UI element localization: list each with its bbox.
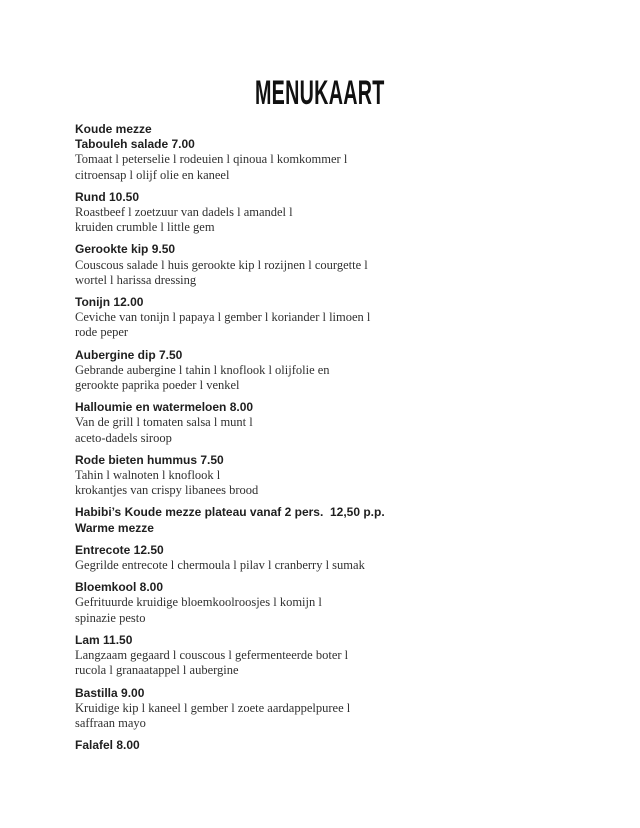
menu-item-description-line: rucola l granaatappel l aubergine xyxy=(75,663,239,678)
menu-item xyxy=(75,453,600,499)
menu-item xyxy=(75,686,600,732)
menu-item-description-line: Tomaat l peterselie l rodeuien l qinoua l komkommer l xyxy=(75,152,348,167)
menu-item xyxy=(75,348,600,394)
menu-item xyxy=(75,738,600,753)
menu-item xyxy=(75,505,600,535)
menu-item-heading: Koude mezze xyxy=(75,122,152,136)
menu-item-heading: Entrecote 12.50 xyxy=(75,542,164,557)
menu-item-description-line: saffraan mayo xyxy=(75,715,146,730)
menu-item-description-line: Van de grill l tomaten salsa l munt l xyxy=(75,415,253,430)
menu-item-heading: Gerookte kip 9.50 xyxy=(75,242,176,257)
menu-item-heading: Lam 11.50 xyxy=(75,632,133,647)
menu-item-description-line: Gegrilde entrecote l chermoula l pilav l cranberry l sumak xyxy=(75,558,365,573)
menu-item-description-line: gerookte paprika poeder l venkel xyxy=(75,378,240,393)
menu-item-heading: Rund 10.50 xyxy=(75,189,140,204)
menu-item xyxy=(75,633,600,679)
menu-item-description-line: rode peper xyxy=(75,325,129,340)
menu-item-description-line: spinazie pesto xyxy=(75,610,146,625)
menu-item-heading: Tonijn 12.00 xyxy=(75,295,144,310)
menu-item-heading: Rode bieten hummus 7.50 xyxy=(75,452,224,467)
menu-item-heading: Warme mezze xyxy=(75,520,154,535)
menu-item-description-line: Gefrituurde kruidige bloemkoolroosjes l komijn l xyxy=(75,595,322,610)
menu-item xyxy=(75,122,600,183)
menu-item xyxy=(75,242,600,288)
menu-item-description-line: Roastbeef l zoetzuur van dadels l amandel l xyxy=(75,205,293,220)
menu-item xyxy=(75,190,600,236)
menu-item-heading: Habibi’s Koude mezze plateau vanaf 2 pers. 12,50 p.p. xyxy=(75,505,385,520)
menu-items xyxy=(0,122,640,753)
menu-item xyxy=(75,295,600,341)
title-wrap xyxy=(0,76,640,110)
menu-item-heading: Falafel 8.00 xyxy=(75,738,140,753)
menu-item-description-line: Kruidige kip l kaneel l gember l zoete aardappelpuree l xyxy=(75,700,351,715)
menu-item-heading: Tabouleh salade 7.00 xyxy=(75,137,195,152)
menu-item-description-line: wortel l harissa dressing xyxy=(75,272,197,287)
menu-item xyxy=(75,400,600,446)
menu-item-heading: Bloemkool 8.00 xyxy=(75,580,164,595)
page-title: MENUKAART xyxy=(255,74,385,112)
menu-item-heading: Bastilla 9.00 xyxy=(75,685,145,700)
menu-item-description-line: Couscous salade l huis gerookte kip l rozijnen l courgette l xyxy=(75,257,368,272)
menu-item-description-line: aceto-dadels siroop xyxy=(75,430,172,445)
menu-item-heading: Aubergine dip 7.50 xyxy=(75,347,183,362)
menu-item-description-line: Ceviche van tonijn l papaya l gember l koriander l limoen l xyxy=(75,310,371,325)
menu-item-description-line: Langzaam gegaard l couscous l gefermenteerde boter l xyxy=(75,648,349,663)
menu-item xyxy=(75,580,600,626)
menu-item-description-line: Gebrande aubergine l tahin l knoflook l olijfolie en xyxy=(75,362,330,377)
menu-item-description-line: krokantjes van crispy libanees brood xyxy=(75,483,259,498)
menu-item-description-line: Tahin l walnoten l knoflook l xyxy=(75,468,221,483)
menu-item-heading: Halloumie en watermeloen 8.00 xyxy=(75,400,254,415)
menu-item xyxy=(75,543,600,573)
menu-item-description-line: kruiden crumble l little gem xyxy=(75,220,215,235)
menu-item-description-line: citroensap l olijf olie en kaneel xyxy=(75,167,230,182)
